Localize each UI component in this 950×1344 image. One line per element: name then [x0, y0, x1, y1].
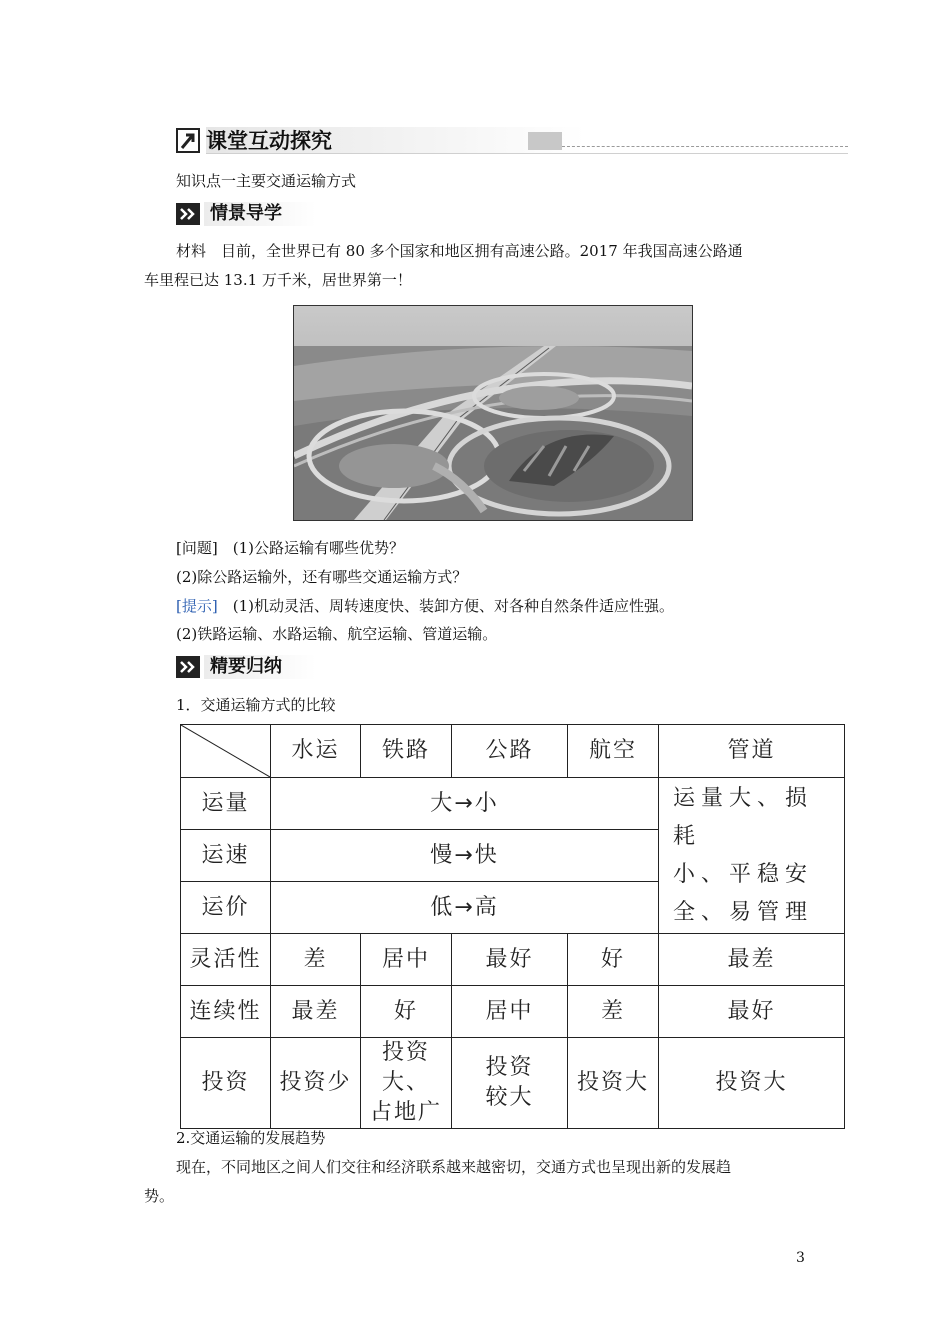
material-line-2: 车里程已达 13.1 万千米，居世界第一！: [144, 271, 412, 289]
table-cell: 投资少: [271, 1038, 361, 1129]
table-cell: 好: [361, 986, 452, 1038]
material-line-1: 材料 目前，全世界已有 80 多个国家和地区拥有高速公路。2017 年我国高速公路通: [176, 242, 743, 260]
arrow-icon: [176, 656, 200, 678]
transport-comparison-table: [180, 724, 845, 1129]
table-cell: 投资大: [568, 1038, 659, 1129]
subhead-scenario: [176, 200, 336, 228]
row-label-price: 运价: [181, 882, 271, 934]
trend-line-2: 势。: [144, 1187, 175, 1205]
arrow-icon: [176, 203, 200, 225]
table-row: [181, 986, 845, 1038]
row-label-volume: 运量: [181, 778, 271, 830]
hint-2: (2)铁路运输、水路运输、航空运输、管道运输。: [176, 625, 498, 643]
table-cell: 最好: [452, 934, 568, 986]
subhead-summary: [176, 653, 336, 681]
table-cell: 居中: [361, 934, 452, 986]
banner-dashed-line: [562, 146, 848, 147]
subhead-title: 情景导学: [210, 203, 282, 224]
page-number: 3: [796, 1250, 805, 1266]
cell-line: 投资大、: [381, 1040, 430, 1095]
section-title: 课堂互动探究: [206, 129, 332, 153]
header-air: 航空: [568, 725, 659, 778]
table-row: [181, 1038, 845, 1129]
question-1-text: (1)公路运输有哪些优势？: [232, 539, 404, 557]
subhead-title: 精要归纳: [210, 656, 282, 677]
cell-line: 较大: [485, 1085, 534, 1110]
table-cell: 居中: [452, 986, 568, 1038]
hint-1-text: (1)机动灵活、周转速度快、装卸方便、对各种自然条件适应性强。: [232, 597, 674, 615]
topic-heading: 知识点一主要交通运输方式: [176, 172, 357, 190]
price-trend: 低→高: [271, 882, 659, 934]
speed-trend: 慢→快: [271, 830, 659, 882]
header-water: 水运: [271, 725, 361, 778]
row-label-speed: 运速: [181, 830, 271, 882]
arrow-box-icon: [176, 128, 202, 154]
table-cell: [452, 1038, 568, 1129]
trend-title: 2.交通运输的发展趋势: [176, 1129, 326, 1147]
table-cell: 最差: [271, 986, 361, 1038]
table-cell: 最好: [659, 986, 845, 1038]
table-cell: 差: [568, 986, 659, 1038]
question-1: [176, 538, 404, 558]
trend-line-1: 现在，不同地区之间人们交往和经济联系越来越密切，交通方式也呈现出新的发展趋: [176, 1158, 732, 1176]
question-label: [问题]: [176, 539, 218, 557]
table-cell: 好: [568, 934, 659, 986]
header-rail: 铁路: [361, 725, 452, 778]
hint-label: [提示]: [176, 597, 218, 615]
banner-decoration: [528, 132, 562, 150]
table-title: 1．交通运输方式的比较: [176, 696, 336, 714]
table-row: [181, 934, 845, 986]
question-2: (2)除公路运输外，还有哪些交通运输方式？: [176, 568, 468, 586]
pipeline-note-line-3: 全、易管理: [673, 899, 814, 925]
table-cell: [361, 1038, 452, 1129]
pipeline-note: [659, 778, 845, 934]
table-row: [181, 778, 845, 830]
table-header-row: [181, 725, 845, 778]
cell-line: 占地广: [369, 1100, 442, 1125]
hint-1: [176, 596, 674, 616]
row-label-flexibility: 灵活性: [181, 934, 271, 986]
cell-line: 投资: [485, 1055, 534, 1080]
row-label-investment: 投资: [181, 1038, 271, 1129]
pipeline-note-line-1: 运量大、损耗: [673, 785, 814, 849]
diagonal-corner-cell: [181, 725, 271, 778]
section-banner: [176, 124, 848, 156]
header-pipeline: 管道: [659, 725, 845, 778]
row-label-continuity: 连续性: [181, 986, 271, 1038]
highway-interchange-photo: [293, 305, 693, 521]
volume-trend: 大→小: [271, 778, 659, 830]
header-road: 公路: [452, 725, 568, 778]
table-cell: 最差: [659, 934, 845, 986]
table-cell: 投资大: [659, 1038, 845, 1129]
table-cell: 差: [271, 934, 361, 986]
pipeline-note-line-2: 小、平稳安: [673, 861, 814, 887]
